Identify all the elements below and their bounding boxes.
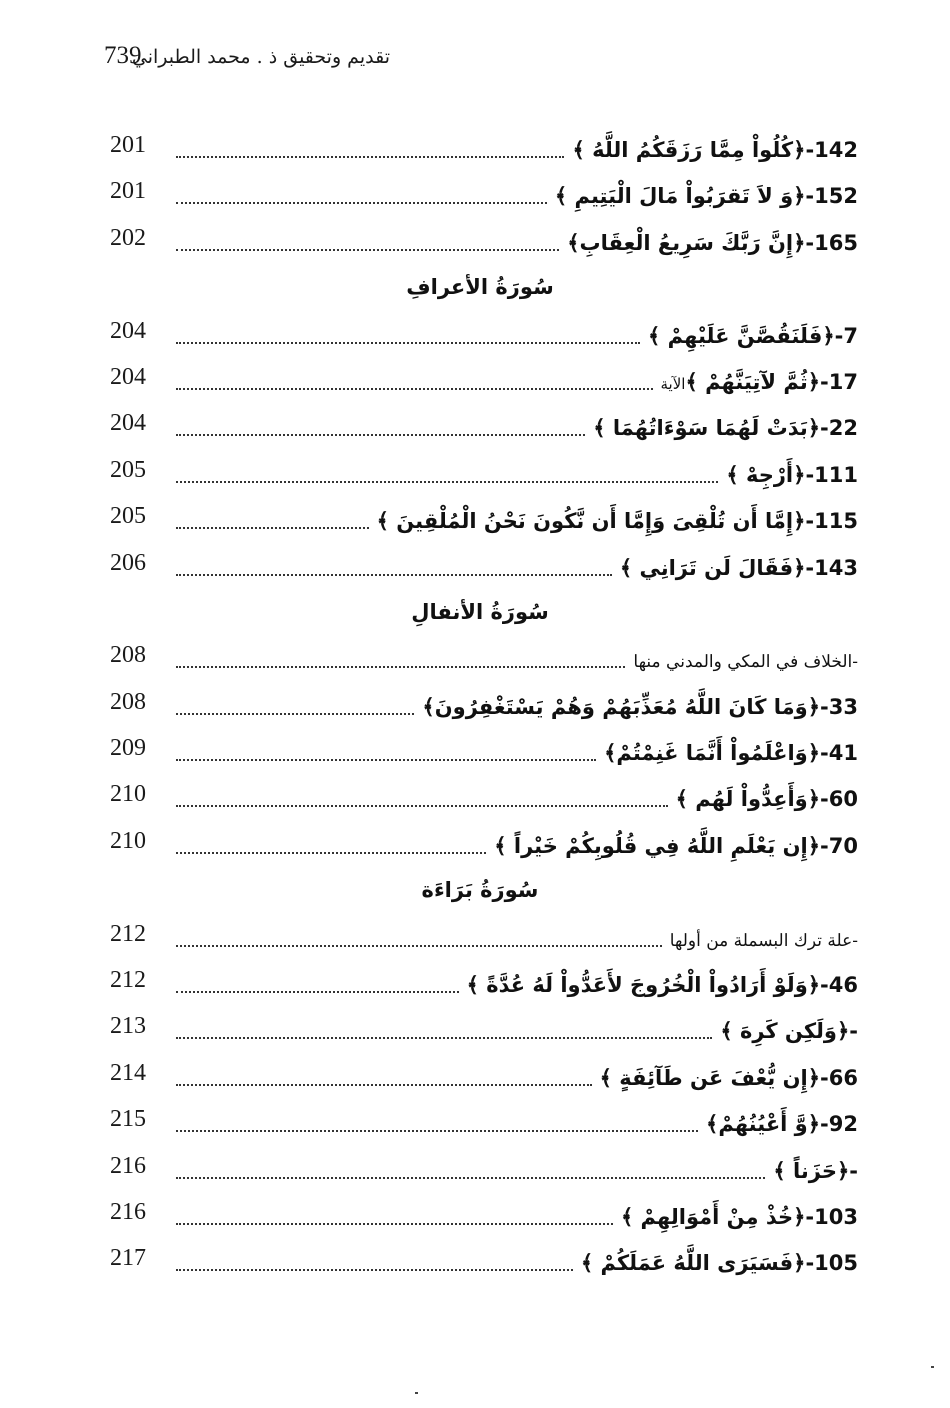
- toc-entry: [714, 1019, 858, 1043]
- toc-entry: [664, 931, 858, 951]
- dot-leader: [176, 574, 612, 576]
- toc-entry-label: 111-﴿أَرْجِهْ ﴾: [726, 462, 858, 487]
- toc-entry-label: 103-﴿خُذْ مِنْ أَمْوَالِهِمْ ﴾: [620, 1204, 858, 1229]
- toc-entry: [488, 834, 858, 858]
- toc-page-number: 209: [110, 735, 146, 762]
- toc-entry-label: 7-﴿فَلَنَقُصَّنَّ عَلَيْهِمْ ﴾: [648, 323, 858, 348]
- dot-leader: [176, 1037, 712, 1039]
- toc-entry-label: 115-﴿إِمَّا أَن تُلْقِىَ وَإِمَّا أَن نَّكُونَ نَحْنُ الْمُلْقِينَ ﴾: [376, 509, 858, 534]
- toc-entry-label: 46-﴿وَلَوْ أَرَادُواْ الْخُرُوجَ لأَعَدُّواْ لَهُ عُدَّةً ﴾: [466, 973, 858, 998]
- toc-entry-label: 142-﴿كُلُواْ مِمَّا رَزَقَكُمُ اللَّهُ ﴾: [572, 138, 858, 162]
- dot-leader: [176, 527, 369, 529]
- toc-entry-label: 41-﴿وَاعْلَمُواْ أَنَّمَا غَنِمْتُمْ﴾: [604, 741, 858, 766]
- toc-page-number: 205: [110, 503, 146, 530]
- toc-entry-label: 17-﴿ثُمَّ لآتِيَنَّهُمْ ﴾: [685, 369, 858, 394]
- toc-page-number: 206: [110, 549, 146, 576]
- surah-heading: [0, 590, 950, 636]
- dot-leader: [176, 202, 547, 204]
- toc-entry: [594, 1066, 858, 1090]
- toc-entry-label: 70-﴿إِن يَعْلَمِ اللَّهُ فِي قُلُوبِكُمْ خَيْراً ﴾: [494, 833, 858, 858]
- toc-row: [0, 1147, 950, 1193]
- toc-entry-label: 152-﴿وَ لاَ تَقرَبُواْ مَالَ الْيَتِيمِ ﴾: [554, 184, 858, 209]
- page-header: [0, 38, 950, 78]
- toc-page-number: 217: [110, 1245, 146, 1272]
- scan-speck: [931, 1366, 934, 1368]
- toc-row: [0, 1193, 950, 1239]
- dot-leader: [176, 434, 585, 436]
- toc-entry: [615, 1205, 858, 1229]
- dot-leader: [176, 342, 640, 344]
- toc-row: [0, 636, 950, 682]
- toc-entry: [627, 652, 858, 672]
- dot-leader: [176, 713, 414, 715]
- toc-row: [0, 729, 950, 775]
- toc-row: [0, 683, 950, 729]
- toc-entry-label: -﴿حَزَناً ﴾: [773, 1158, 858, 1183]
- toc-page-number: 210: [110, 827, 146, 854]
- toc-page-number: 201: [110, 132, 146, 158]
- toc-page-number: 205: [110, 456, 146, 483]
- toc-entry: [575, 1251, 858, 1275]
- toc-entry: [642, 324, 858, 348]
- dot-leader: [176, 388, 653, 390]
- toc-row: [0, 451, 950, 497]
- toc-entry-suffix: الآية: [660, 374, 686, 393]
- toc-entry: [700, 1112, 858, 1136]
- dot-leader: [176, 805, 668, 807]
- toc-page-number: 216: [110, 1152, 146, 1179]
- toc-entry: [566, 138, 858, 162]
- toc-entry: [549, 184, 858, 208]
- dot-leader: [176, 666, 625, 668]
- toc-entry: [587, 416, 858, 440]
- toc-row: [0, 1054, 950, 1100]
- toc-entry-label: 66-﴿إِن يُّعْفَ عَن طَآئِفَةٍ ﴾: [599, 1065, 858, 1090]
- toc-row: [0, 358, 950, 404]
- scan-speck: [415, 1392, 418, 1394]
- toc-page-number: 202: [110, 224, 146, 251]
- dot-leader: [176, 945, 662, 947]
- toc-row: [0, 961, 950, 1007]
- dot-leader: [176, 759, 596, 761]
- toc-entry-label: 60-﴿وَأَعِدُّواْ لَهُم ﴾: [675, 787, 858, 812]
- toc-page-number: 208: [110, 642, 146, 669]
- dot-leader: [176, 1130, 698, 1132]
- page-number: 739: [104, 42, 142, 69]
- toc-page-number: 208: [110, 688, 146, 715]
- toc-page-number: 216: [110, 1198, 146, 1225]
- toc-entry-label: 165-﴿إِنَّ رَبَّكَ سَرِيعُ الْعِقَابِ﴾: [567, 230, 858, 255]
- toc-page-number: 210: [110, 781, 146, 808]
- toc-entry: [371, 509, 858, 533]
- toc-row: [0, 404, 950, 450]
- toc-page-number: 201: [110, 178, 146, 205]
- toc-page-number: 204: [110, 317, 146, 344]
- toc-page-number: 212: [110, 967, 146, 994]
- toc-entry: [561, 231, 858, 255]
- surah-heading-label: سُورَةُ الأنفالِ: [411, 599, 549, 624]
- surah-heading: [0, 868, 950, 914]
- toc-entry: [767, 1159, 858, 1183]
- dot-leader: [176, 1177, 765, 1179]
- toc-row: [0, 822, 950, 868]
- dot-leader: [176, 1084, 592, 1086]
- toc-row: [0, 219, 950, 265]
- toc-entry-label: 105-﴿فَسَيَرَى اللَّهُ عَمَلَكُمْ ﴾: [580, 1251, 858, 1276]
- toc-page-number: 212: [110, 920, 146, 947]
- toc-row: [0, 775, 950, 821]
- surah-heading-label: سُورَةُ الأعرافِ: [406, 275, 554, 300]
- toc-page-number: 215: [110, 1106, 146, 1133]
- toc-entry: [614, 556, 858, 580]
- toc-entry: [655, 370, 859, 394]
- toc-page-number: 204: [110, 410, 146, 437]
- dot-leader: [176, 1223, 613, 1225]
- toc-entry: [598, 741, 858, 765]
- toc-page-number: 213: [110, 1013, 146, 1040]
- toc-row: [0, 497, 950, 543]
- toc-row: [0, 312, 950, 358]
- table-of-contents: [0, 126, 950, 1286]
- toc-page-number: 204: [110, 363, 146, 390]
- toc-row: [0, 544, 950, 590]
- toc-entry-label: 92-﴿وَّ أَعْيُنُهُمْ﴾: [706, 1112, 858, 1137]
- toc-entry: [670, 787, 858, 811]
- toc-entry: [416, 695, 858, 719]
- toc-row: [0, 915, 950, 961]
- dot-leader: [176, 156, 564, 158]
- surah-heading-label: سُورَةُ بَرَاءَة: [421, 878, 539, 903]
- toc-entry-label: 33-﴿وَمَا كَانَ اللَّهُ مُعَذِّبَهُمْ وَهُمْ يَسْتَغْفِرُونَ﴾: [422, 694, 858, 719]
- toc-entry: [720, 463, 858, 487]
- toc-row: [0, 126, 950, 172]
- dot-leader: [176, 1269, 573, 1271]
- dot-leader: [176, 481, 718, 483]
- toc-entry: [461, 973, 858, 997]
- toc-entry-label: -الخلاف في المكي والمدني منها: [633, 652, 858, 673]
- dot-leader: [176, 991, 459, 993]
- running-title: تقديم وتحقيق ذ . محمد الطبراني: [131, 46, 390, 68]
- dot-leader: [176, 249, 559, 251]
- dot-leader: [176, 852, 486, 854]
- toc-row: [0, 1100, 950, 1146]
- toc-entry-label: 22-﴿بَدَتْ لَهُمَا سَوْءَاتُهُمَا ﴾: [593, 416, 858, 441]
- toc-row: [0, 1007, 950, 1053]
- toc-entry-label: -علة ترك البسملة من أولها: [669, 930, 858, 951]
- toc-entry-label: 143-﴿فَقَالَ لَن تَرَانِي ﴾: [619, 555, 858, 580]
- toc-page-number: 214: [110, 1059, 146, 1086]
- toc-row: [0, 172, 950, 218]
- surah-heading: [0, 265, 950, 311]
- toc-entry-label: -﴿وَلَكِن كَرِهَ ﴾: [720, 1019, 858, 1044]
- toc-row: [0, 1239, 950, 1285]
